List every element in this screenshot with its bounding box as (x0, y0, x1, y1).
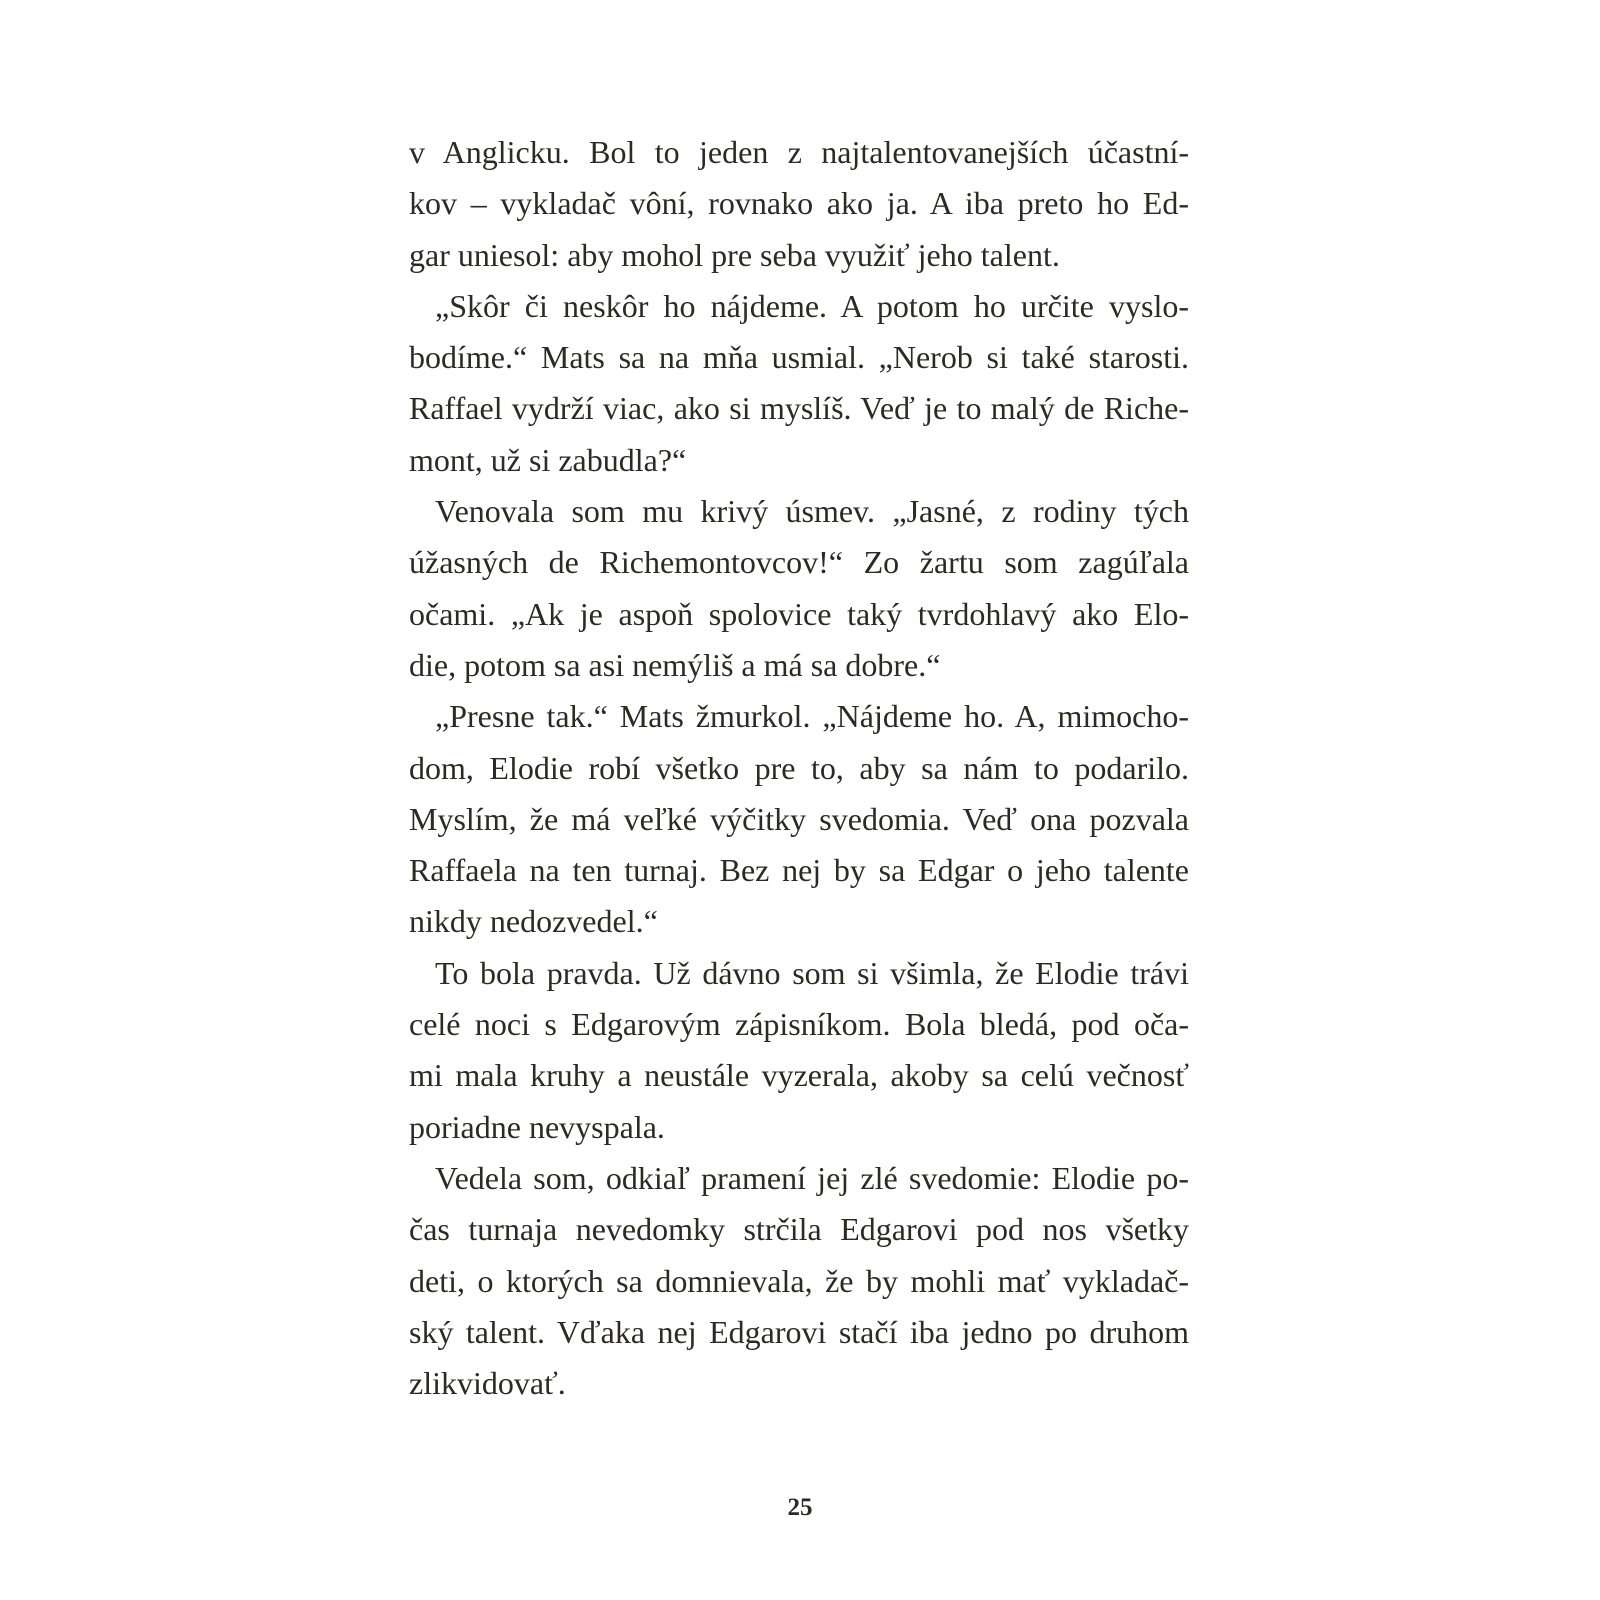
text-line: očami. „Ak je aspoň spolovice taký tvrdohlavý ako Elo- (409, 595, 1189, 632)
text-line: úžasných de Richemontovcov!“ Zo žartu som zagúľala (409, 544, 1189, 581)
text-line: kov – vykladač vôní, rovnako ako ja. A iba preto ho Ed- (409, 185, 1189, 222)
text-line: gar uniesol: aby mohol pre seba využiť jeho talent. (409, 236, 1060, 273)
text-line: „Skôr či neskôr ho nájdeme. A potom ho určite vyslo- (435, 287, 1189, 324)
paragraph (409, 127, 1189, 281)
text-line: poriadne nevyspala. (409, 1108, 665, 1145)
text-line: celé noci s Edgarovým zápisníkom. Bola bledá, pod oča- (409, 1006, 1189, 1043)
text-line: Raffaela na ten turnaj. Bez nej by sa Edgar o jeho talente (409, 852, 1189, 889)
text-line: To bola pravda. Už dávno som si všimla, že Elodie trávi (435, 954, 1189, 991)
text-line: „Presne tak.“ Mats žmurkol. „Nájdeme ho. A, mimocho- (435, 698, 1189, 735)
text-line: mont, už si zabudla?“ (409, 441, 687, 478)
text-line: mi mala kruhy a neustále vyzerala, akoby sa celú večnosť (409, 1057, 1189, 1094)
paragraph (409, 486, 1189, 691)
text-line: Myslím, že má veľké výčitky svedomia. Veď ona pozvala (409, 800, 1189, 837)
paragraph (409, 691, 1189, 947)
text-line: zlikvidovať. (409, 1365, 566, 1402)
text-line: Vedela som, odkiaľ pramení jej zlé svedomie: Elodie po- (435, 1159, 1189, 1196)
text-line: Venovala som mu krivý úsmev. „Jasné, z rodiny tých (435, 493, 1189, 530)
body-text (409, 127, 1189, 1409)
text-line: bodíme.“ Mats sa na mňa usmial. „Nerob si také starosti. (409, 339, 1189, 376)
text-line: v Anglicku. Bol to jeden z najtalentovanejších účastní- (409, 134, 1189, 170)
paragraph (409, 281, 1189, 486)
text-line: nikdy nedozvedel.“ (409, 903, 658, 940)
text-line: dom, Elodie robí všetko pre to, aby sa nám to podarilo. (409, 749, 1189, 786)
text-line: Raffael vydrží viac, ako si myslíš. Veď je to malý de Riche- (409, 390, 1189, 427)
text-line: deti, o ktorých sa domnievala, že by mohli mať vykladač- (409, 1262, 1189, 1299)
text-line: die, potom sa asi nemýliš a má sa dobre.“ (409, 646, 941, 683)
paragraph (409, 948, 1189, 1153)
text-line: čas turnaja nevedomky strčila Edgarovi pod nos všetky (409, 1211, 1189, 1248)
page-number: 25 (787, 1494, 813, 1521)
text-line: ský talent. Vďaka nej Edgarovi stačí iba jedno po druhom (409, 1313, 1189, 1350)
paragraph (409, 1153, 1189, 1409)
